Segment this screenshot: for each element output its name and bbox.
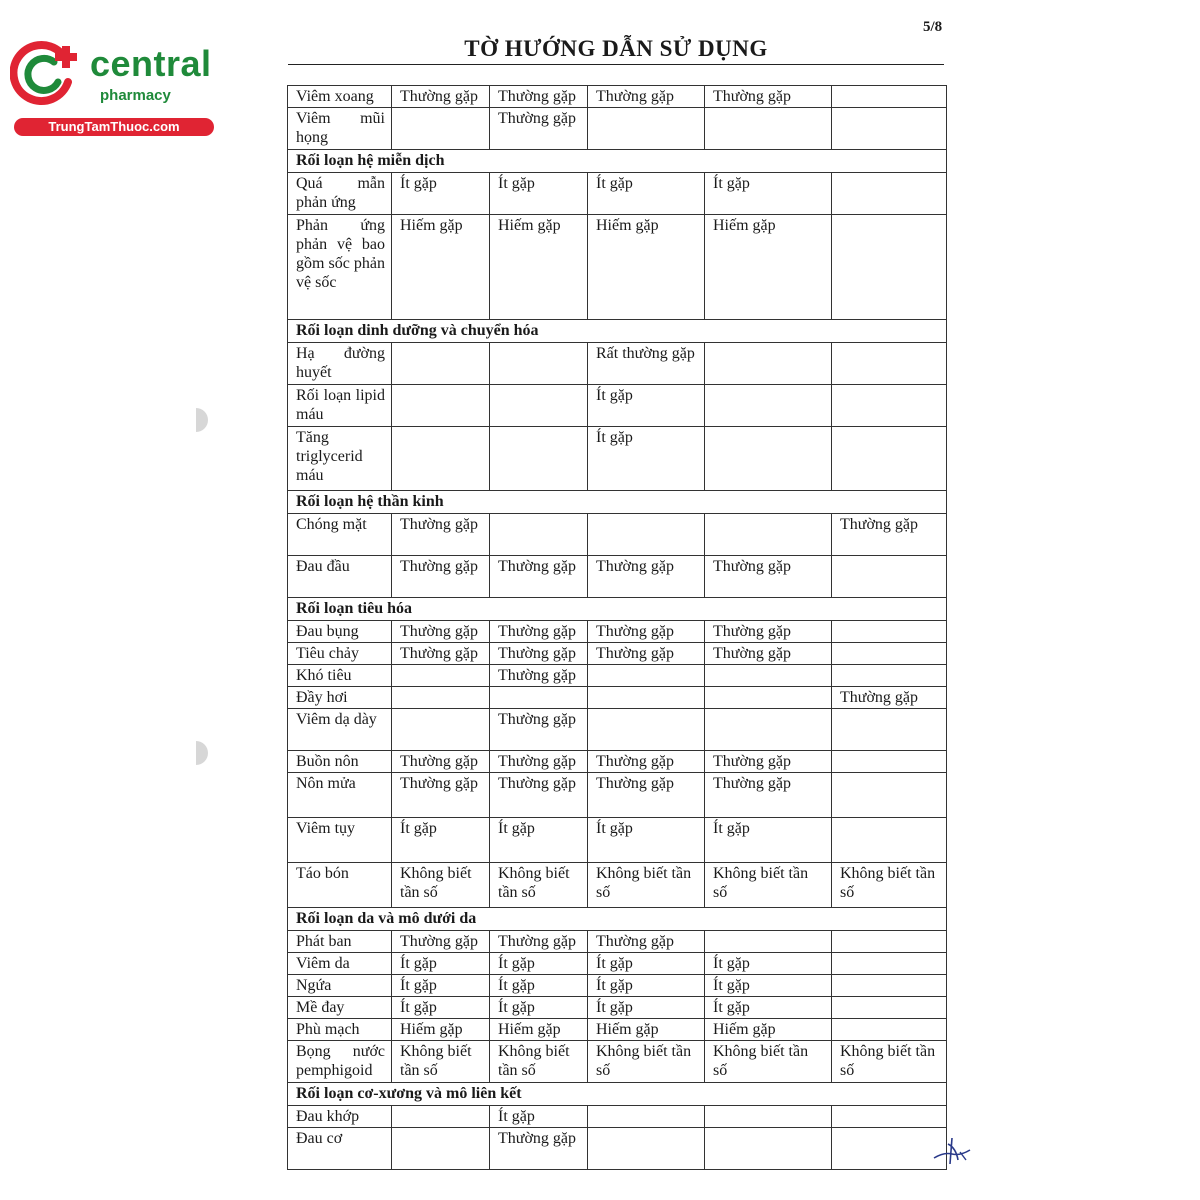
effect-label: Đầy hơi [288,687,392,709]
frequency-cell: Hiếm gặp [392,215,490,320]
frequency-cell: Thường gặp [588,931,705,953]
frequency-cell [832,556,947,598]
frequency-cell: Không biết tần số [588,1041,705,1083]
frequency-cell: Ít gặp [490,173,588,215]
frequency-cell: Ít gặp [392,818,490,863]
frequency-cell: Thường gặp [490,621,588,643]
brand-name: central [90,43,212,84]
frequency-cell: Thường gặp [705,556,832,598]
effect-label: Chóng mặt [288,514,392,556]
frequency-cell [705,1128,832,1170]
frequency-cell [832,1106,947,1128]
frequency-cell [832,215,947,320]
frequency-cell: Thường gặp [490,773,588,818]
effect-label: Ngứa [288,975,392,997]
frequency-cell: Ít gặp [705,818,832,863]
section-title: Rối loạn tiêu hóa [288,598,947,621]
frequency-cell: Ít gặp [705,953,832,975]
frequency-cell: Thường gặp [392,931,490,953]
table-row [288,665,947,687]
frequency-cell: Không biết tần số [832,1041,947,1083]
frequency-cell: Thường gặp [588,86,705,108]
effect-label: Rối loạn lipid máu [288,385,392,427]
frequency-cell: Thường gặp [832,687,947,709]
frequency-cell: Không biết tần số [832,863,947,908]
section-header-row [288,320,947,343]
frequency-cell: Hiếm gặp [490,1019,588,1041]
effect-label: Bọng nước pemphigoid [288,1041,392,1083]
frequency-cell: Hiếm gặp [588,1019,705,1041]
table-row [288,751,947,773]
frequency-cell: Thường gặp [392,86,490,108]
frequency-cell: Thường gặp [705,773,832,818]
frequency-cell [490,514,588,556]
table-row [288,1106,947,1128]
frequency-cell: Thường gặp [588,773,705,818]
frequency-cell: Ít gặp [588,427,705,491]
frequency-cell: Ít gặp [588,818,705,863]
table-row [288,818,947,863]
frequency-cell: Thường gặp [490,709,588,751]
table-row [288,931,947,953]
frequency-cell: Thường gặp [832,514,947,556]
frequency-cell: Thường gặp [392,751,490,773]
frequency-cell: Ít gặp [705,975,832,997]
section-title: Rối loạn cơ-xương và mô liên kết [288,1083,947,1106]
effect-label: Viêm dạ dày [288,709,392,751]
frequency-cell: Thường gặp [392,621,490,643]
frequency-cell [588,687,705,709]
frequency-cell: Hiếm gặp [490,215,588,320]
frequency-cell: Thường gặp [490,751,588,773]
frequency-cell [832,621,947,643]
frequency-cell [832,173,947,215]
effect-label: Nôn mửa [288,773,392,818]
frequency-cell: Không biết tần số [490,863,588,908]
effect-label: Táo bón [288,863,392,908]
frequency-cell [490,687,588,709]
effect-label: Viêm mũi họng [288,108,392,150]
table-row [288,427,947,491]
frequency-cell [832,343,947,385]
frequency-cell [832,643,947,665]
effect-label: Phù mạch [288,1019,392,1041]
frequency-cell: Ít gặp [392,975,490,997]
frequency-cell: Thường gặp [490,931,588,953]
section-title: Rối loạn da và mô dưới da [288,908,947,931]
frequency-cell: Hiếm gặp [392,1019,490,1041]
frequency-cell: Thường gặp [490,665,588,687]
frequency-cell: Thường gặp [490,643,588,665]
frequency-cell: Thường gặp [490,556,588,598]
effect-label: Viêm tụy [288,818,392,863]
signature-mark [930,1130,976,1170]
frequency-cell [705,343,832,385]
frequency-cell: Ít gặp [490,997,588,1019]
frequency-cell: Ít gặp [490,1106,588,1128]
frequency-cell: Ít gặp [588,173,705,215]
effect-label: Phát ban [288,931,392,953]
frequency-cell: Ít gặp [588,385,705,427]
pharmacy-cross-logo-icon [10,38,82,110]
frequency-cell [832,665,947,687]
punch-hole [196,408,208,432]
frequency-cell: Ít gặp [588,953,705,975]
table-row [288,773,947,818]
frequency-cell: Ít gặp [392,173,490,215]
table-row [288,215,947,320]
frequency-cell: Không biết tần số [705,863,832,908]
frequency-cell: Thường gặp [392,643,490,665]
frequency-cell: Thường gặp [490,86,588,108]
section-header-row [288,491,947,514]
frequency-cell: Ít gặp [588,975,705,997]
frequency-cell [392,1106,490,1128]
table-row [288,687,947,709]
frequency-cell [490,343,588,385]
frequency-cell: Thường gặp [392,514,490,556]
frequency-cell [588,108,705,150]
frequency-cell: Thường gặp [588,751,705,773]
frequency-cell [588,1106,705,1128]
frequency-cell [705,687,832,709]
frequency-cell [490,385,588,427]
effect-label: Khó tiêu [288,665,392,687]
frequency-cell: Thường gặp [705,621,832,643]
table-row [288,108,947,150]
frequency-cell: Thường gặp [588,621,705,643]
table-row [288,173,947,215]
table-row [288,1041,947,1083]
frequency-cell: Hiếm gặp [588,215,705,320]
frequency-cell: Không biết tần số [490,1041,588,1083]
adverse-effects-table [287,85,947,1170]
frequency-cell: Ít gặp [490,975,588,997]
frequency-cell [705,665,832,687]
punch-hole [196,741,208,765]
frequency-cell: Ít gặp [705,173,832,215]
effect-label: Đau khớp [288,1106,392,1128]
frequency-cell: Ít gặp [588,997,705,1019]
frequency-cell [588,514,705,556]
frequency-cell: Không biết tần số [392,1041,490,1083]
frequency-cell [832,86,947,108]
frequency-cell: Không biết tần số [588,863,705,908]
effect-label: Hạ đường huyết [288,343,392,385]
frequency-cell [705,385,832,427]
frequency-cell: Ít gặp [705,997,832,1019]
frequency-cell [705,709,832,751]
effect-label: Đau bụng [288,621,392,643]
frequency-cell: Không biết tần số [392,863,490,908]
frequency-cell [392,385,490,427]
central-pharmacy-logo [10,38,215,138]
table-row [288,863,947,908]
frequency-cell [832,997,947,1019]
title-underline [288,64,944,65]
table-row [288,997,947,1019]
section-header-row [288,908,947,931]
frequency-cell: Thường gặp [392,773,490,818]
effect-label: Tiêu chảy [288,643,392,665]
frequency-cell [832,931,947,953]
frequency-cell: Thường gặp [490,108,588,150]
frequency-cell [832,818,947,863]
frequency-cell: Rất thường gặp [588,343,705,385]
table-row [288,556,947,598]
frequency-cell [705,427,832,491]
frequency-cell: Không biết tần số [705,1041,832,1083]
frequency-cell: Ít gặp [392,953,490,975]
section-title: Rối loạn hệ miễn dịch [288,150,947,173]
frequency-cell [392,108,490,150]
table-row [288,385,947,427]
effect-label: Phản ứng phản vệ bao gồm sốc phản vệ sốc [288,215,392,320]
frequency-cell [832,773,947,818]
frequency-cell [705,931,832,953]
frequency-cell [392,709,490,751]
frequency-cell [832,108,947,150]
section-header-row [288,1083,947,1106]
frequency-cell [392,1128,490,1170]
table-row [288,643,947,665]
frequency-cell [588,665,705,687]
table-row [288,709,947,751]
frequency-cell: Ít gặp [490,818,588,863]
table-row [288,343,947,385]
section-title: Rối loạn dinh dưỡng và chuyển hóa [288,320,947,343]
document-title: TỜ HƯỚNG DẪN SỬ DỤNG [464,36,768,61]
effect-label: Tăng triglycerid máu [288,427,392,491]
table-row [288,86,947,108]
frequency-cell [392,427,490,491]
frequency-cell [832,751,947,773]
table-row [288,1128,947,1170]
table-row [288,975,947,997]
frequency-cell [832,1019,947,1041]
section-title: Rối loạn hệ thần kinh [288,491,947,514]
frequency-cell [588,1128,705,1170]
frequency-cell [832,953,947,975]
frequency-cell [705,1106,832,1128]
frequency-cell: Thường gặp [588,556,705,598]
frequency-cell [392,343,490,385]
frequency-cell [392,665,490,687]
table-row [288,953,947,975]
frequency-cell: Thường gặp [705,751,832,773]
frequency-cell: Thường gặp [705,643,832,665]
frequency-cell: Hiếm gặp [705,215,832,320]
frequency-cell [832,427,947,491]
site-url-badge: TrungTamThuoc.com [14,118,214,136]
frequency-cell: Ít gặp [392,997,490,1019]
section-header-row [288,598,947,621]
frequency-cell [705,514,832,556]
frequency-cell: Thường gặp [705,86,832,108]
frequency-cell [832,385,947,427]
frequency-cell: Ít gặp [490,953,588,975]
frequency-cell [392,687,490,709]
frequency-cell [705,108,832,150]
effect-label: Viêm xoang [288,86,392,108]
table-row [288,1019,947,1041]
table-body [288,86,947,1170]
frequency-cell [490,427,588,491]
page-number: 5/8 [923,19,943,35]
effect-label: Quá mẫn phản ứng [288,173,392,215]
frequency-cell: Hiếm gặp [705,1019,832,1041]
frequency-cell [832,975,947,997]
frequency-cell [832,709,947,751]
frequency-cell: Thường gặp [588,643,705,665]
effect-label: Mề đay [288,997,392,1019]
frequency-cell [588,709,705,751]
section-header-row [288,150,947,173]
effect-label: Viêm da [288,953,392,975]
brand-subtitle: pharmacy [100,87,171,104]
table-row [288,621,947,643]
frequency-cell: Thường gặp [392,556,490,598]
effect-label: Đau cơ [288,1128,392,1170]
table-row [288,514,947,556]
effect-label: Đau đầu [288,556,392,598]
effect-label: Buồn nôn [288,751,392,773]
frequency-cell: Thường gặp [490,1128,588,1170]
